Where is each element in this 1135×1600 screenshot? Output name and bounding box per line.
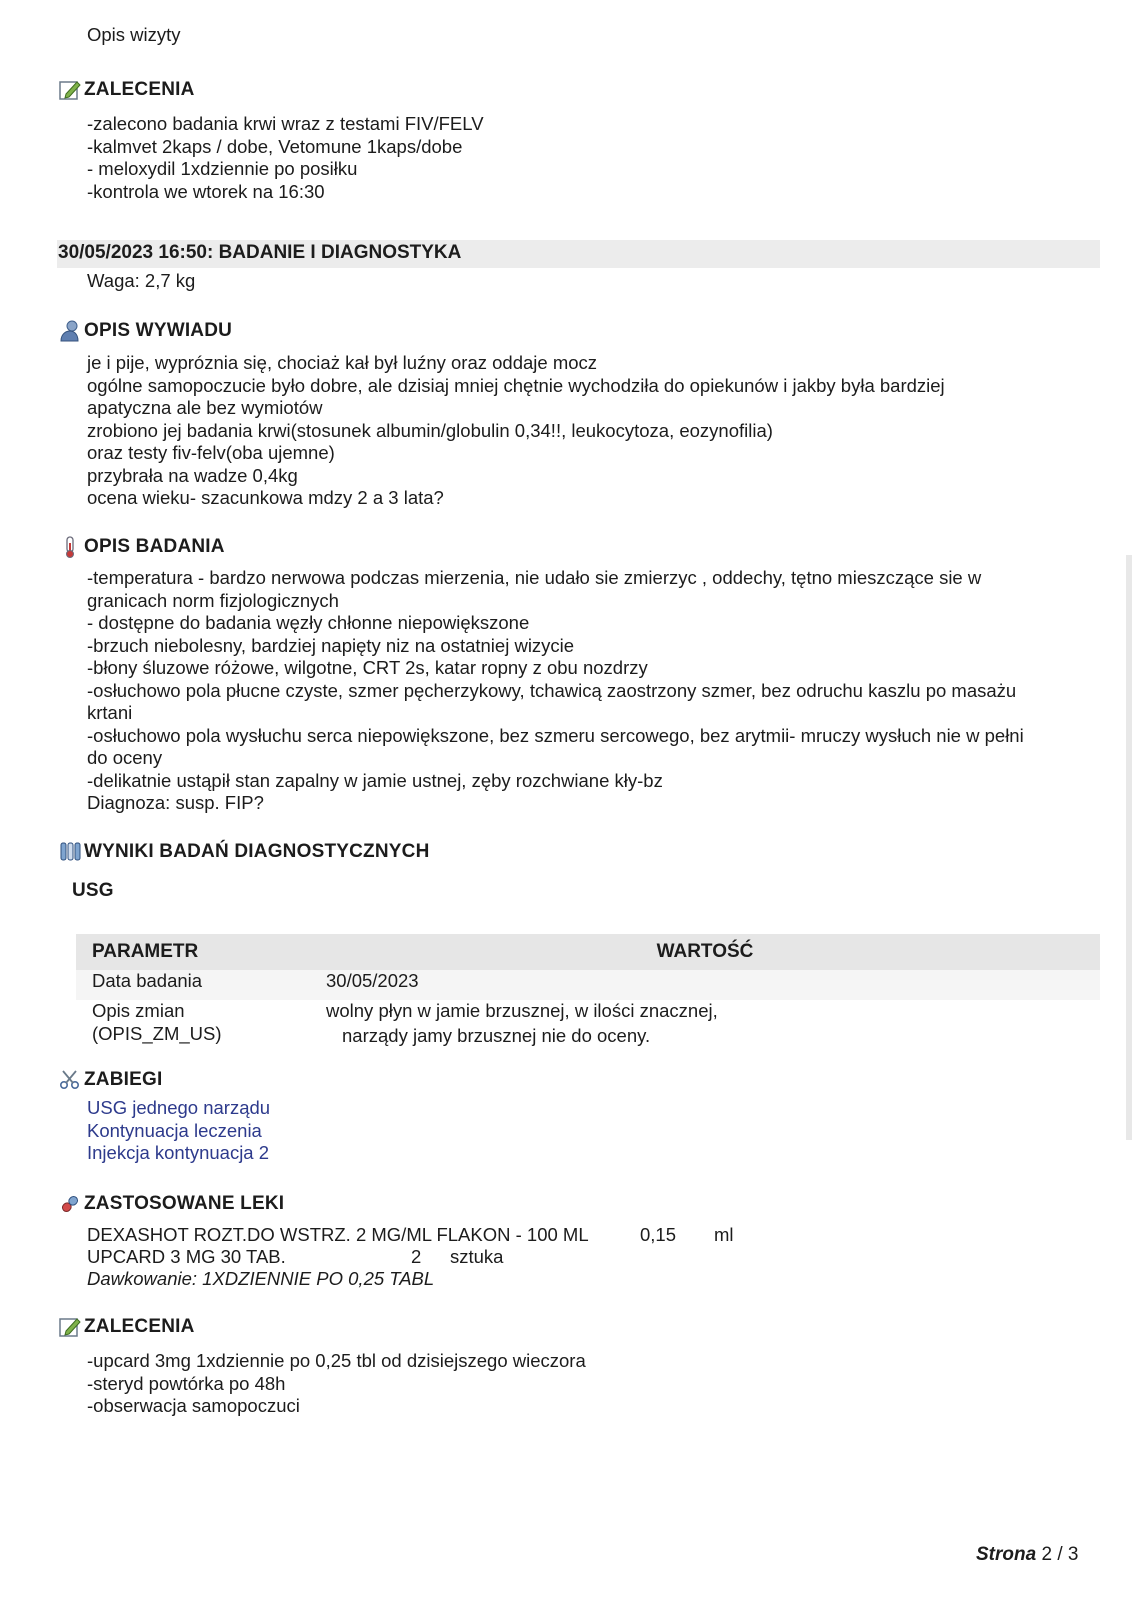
- param-code: (OPIS_ZM_US): [92, 1022, 222, 1044]
- param-value-cell: [310, 1000, 1100, 1058]
- visit-description-label: Opis wizyty: [87, 24, 181, 45]
- weight-value: Waga: 2,7 kg: [87, 270, 196, 291]
- procedure-link[interactable]: Injekcja kontynuacja 2: [87, 1142, 270, 1163]
- interview-person-icon: [58, 319, 82, 343]
- wywiad-heading: [58, 319, 232, 343]
- wywiad-title: OPIS WYWIADU: [84, 320, 233, 341]
- param-value-line: narządy jamy brzusznej nie do oceny.: [342, 1024, 651, 1046]
- badanie-heading: [58, 535, 225, 559]
- table-row: [76, 1000, 1100, 1058]
- zalecenia-line: -upcard 3mg 1xdziennie po 0,25 tbl od dzisiejszego wieczora: [87, 1350, 586, 1371]
- badanie-text: [87, 567, 1024, 815]
- leki-heading: [58, 1192, 284, 1216]
- param-name-cell: [76, 1000, 310, 1058]
- column-parametr: PARAMETR: [76, 934, 310, 970]
- dosage-note: Dawkowanie: 1XDZIENNIE PO 0,25 TABL: [87, 1268, 435, 1289]
- badanie-line: -temperatura - bardzo nerwowa podczas mierzenia, nie udało sie zmierzyc , oddechy, tętno mieszczące sie w: [87, 567, 982, 588]
- badanie-line: -osłuchowo pola wysłuchu serca niepowiększone, bez szmeru sercowego, bez arytmii- mruczy wysłuch nie w pełni: [87, 724, 1024, 746]
- drug-qty: 0,15: [640, 1224, 677, 1245]
- drug-qty: 2: [411, 1246, 422, 1267]
- vertical-scrollbar[interactable]: [1126, 555, 1132, 1140]
- wywiad-line: apatyczna ale bez wymiotów: [87, 397, 323, 418]
- page-separator: /: [1052, 1544, 1068, 1565]
- param-value: 30/05/2023: [310, 970, 1100, 1000]
- zabiegi-heading: [58, 1068, 162, 1092]
- drug-name: UPCARD 3 MG 30 TAB.: [87, 1246, 286, 1267]
- zabiegi-title: ZABIEGI: [84, 1069, 163, 1090]
- zalecenia-heading-2: [58, 1315, 195, 1339]
- page-total: 3: [1067, 1544, 1079, 1565]
- leki-title: ZASTOSOWANE LEKI: [84, 1193, 285, 1214]
- zalecenia-title-2: ZALECENIA: [84, 1316, 195, 1337]
- zalecenia-title-1: ZALECENIA: [84, 79, 195, 100]
- procedure-link[interactable]: Kontynuacja leczenia: [87, 1119, 262, 1141]
- results-table: [76, 934, 1100, 1058]
- badanie-title: OPIS BADANIA: [84, 536, 225, 557]
- results-table-header: [76, 934, 1100, 970]
- badanie-line: do oceny: [87, 747, 163, 768]
- visit-header-band: [57, 240, 1100, 268]
- zalecenia-line: -zalecono badania krwi wraz z testami FIV/FELV: [87, 113, 484, 134]
- badanie-line: -błony śluzowe różowe, wilgotne, CRT 2s, katar ropny z obu nozdrzy: [87, 657, 648, 678]
- zabiegi-list: [87, 1097, 270, 1165]
- drug-unit: ml: [714, 1224, 734, 1245]
- zalecenia-line: -kalmvet 2kaps / dobe, Vetomune 1kaps/dobe: [87, 135, 463, 157]
- drug-name: DEXASHOT ROZT.DO WSTRZ. 2 MG/ML FLAKON - 100 ML: [87, 1224, 589, 1245]
- drug-unit: sztuka: [450, 1246, 504, 1267]
- scissors-icon: [58, 1068, 82, 1092]
- zalecenia-heading-1: [58, 78, 195, 102]
- wyniki-title: WYNIKI BADAŃ DIAGNOSTYCZNYCH: [84, 841, 430, 862]
- badanie-line: krtani: [87, 702, 133, 723]
- param-value-line: wolny płyn w jamie brzusznej, w ilości znacznej,: [326, 1000, 718, 1021]
- pill-icon: [58, 1192, 82, 1216]
- edit-note-icon: [58, 78, 82, 102]
- table-row: [76, 970, 1100, 1000]
- wywiad-text: [87, 352, 945, 510]
- page-indicator: [976, 1544, 1078, 1566]
- test-tubes-icon: [58, 840, 82, 864]
- procedure-link[interactable]: USG jednego narządu: [87, 1097, 271, 1118]
- wywiad-line: zrobiono jej badania krwi(stosunek albumin/globulin 0,34!!, leukocytoza, eozynofilia): [87, 419, 773, 441]
- zalecenia-line: -obserwacja samopoczuci: [87, 1395, 300, 1416]
- visit-header: 30/05/2023 16:50: BADANIE I DIAGNOSTYKA: [58, 242, 462, 263]
- wywiad-line: ogólne samopoczucie było dobre, ale dzisiaj mniej chętnie wychodziła do opiekunów i jakby była bardziej: [87, 374, 945, 396]
- column-wartosc: WARTOŚĆ: [310, 934, 1100, 970]
- badanie-line: Diagnoza: susp. FIP?: [87, 792, 264, 813]
- param-name: Data badania: [76, 970, 310, 1000]
- wywiad-line: przybrała na wadze 0,4kg: [87, 464, 298, 486]
- thermometer-icon: [58, 535, 82, 559]
- zalecenia-line: -kontrola we wtorek na 16:30: [87, 180, 325, 202]
- badanie-line: granicach norm fizjologicznych: [87, 589, 339, 611]
- badanie-line: -brzuch niebolesny, bardziej napięty niz na ostatniej wizycie: [87, 634, 575, 656]
- wywiad-line: oraz testy fiv-felv(oba ujemne): [87, 442, 335, 463]
- badanie-line: -delikatnie ustąpił stan zapalny w jamie ustnej, zęby rozchwiane kły-bz: [87, 769, 663, 791]
- zalecenia-line: - meloxydil 1xdziennie po posiłku: [87, 158, 358, 179]
- badanie-line: -osłuchowo pola płucne czyste, szmer pęcherzykowy, tchawicą zaostrzony szmer, bez odruchu kaszlu po masażu: [87, 679, 1017, 701]
- usg-subtitle: USG: [72, 880, 114, 901]
- page-label: Strona: [976, 1544, 1037, 1565]
- edit-note-icon: [58, 1315, 82, 1339]
- wywiad-line: je i pije, wypróznia się, chociaż kał był luźny oraz oddaje mocz: [87, 352, 598, 373]
- zalecenia-list-1: [87, 113, 484, 203]
- zalecenia-list-2: [87, 1350, 586, 1418]
- wywiad-line: ocena wieku- szacunkowa mdzy 2 a 3 lata?: [87, 487, 444, 508]
- page-current: 2: [1041, 1544, 1053, 1565]
- badanie-line: - dostępne do badania węzły chłonne niepowiększone: [87, 612, 530, 633]
- param-name: Opis zmian: [92, 1000, 185, 1021]
- zalecenia-line: -steryd powtórka po 48h: [87, 1372, 286, 1394]
- wyniki-heading: [58, 840, 430, 864]
